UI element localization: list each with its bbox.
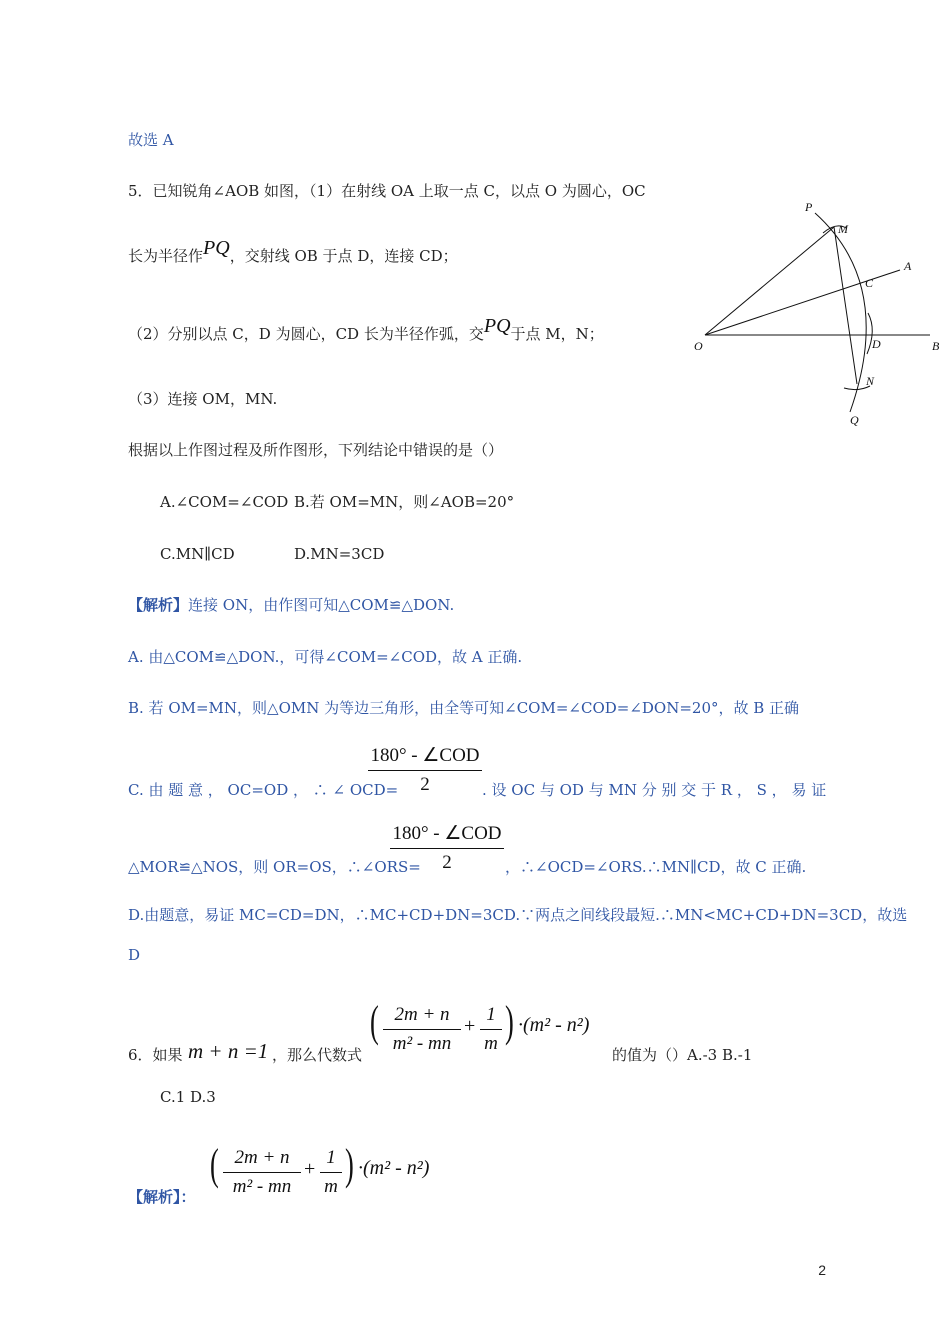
fraction-ocd [368,744,482,797]
sol6-frac2-num: 1 [326,1147,336,1168]
previous-answer: 故选 A [128,131,174,149]
sol6-frac2-bar [320,1172,342,1173]
arc-pq-2: PQ [483,315,511,337]
sol5-c1-start: C. 由 题 意 ， OC=OD ， ∴ ∠ OCD= [128,781,399,799]
q6-frac1-num: 2m + n [394,1004,450,1025]
q5-option-b: B.若 OM=MN，则∠AOB=20° [294,493,515,511]
paren-left: ( [370,997,379,1046]
sol5-c1-end: . 设 OC 与 OD 与 MN 分 别 交 于 R ， S ， 易 证 [482,781,827,799]
sol6-frac2-den: m [324,1176,338,1197]
q5-line2-start: 长为半径作 [128,247,204,265]
label-q: Q [850,413,859,427]
label-o: O [694,339,703,353]
q5-stem: 根据以上作图过程及所作图形，下列结论中错误的是（） [128,441,504,459]
fraction-denominator: 2 [420,774,430,795]
q5-option-d: D.MN=3CD [294,545,385,563]
q6-options-cd: C.1 D.3 [160,1088,216,1106]
sol5-intro-text: 连接 ON，由作图可知△COM≌△DON. [188,596,455,614]
sol6-fraction-2 [320,1146,342,1199]
fraction-denominator-2: 2 [442,852,452,873]
q5-option-c: C.MN∥CD [160,545,235,563]
label-b: B [932,339,940,353]
fraction-ors [390,822,504,875]
sol5-a: A. 由△COM≌△DON.，可得∠COM=∠COD，故 A 正确. [128,648,523,666]
q6-suffix: 的值为（）A.-3 B.-1 [612,1046,753,1064]
label-d: D [872,337,881,351]
geometry-figure [690,195,950,435]
sol5-d-line2: D [128,946,141,964]
q5-line3-end: 于点 M，N； [510,325,604,343]
sol6-frac1-num: 2m + n [234,1147,290,1168]
q6-mid: ，那么代数式 [272,1046,363,1064]
page-number: 2 [818,1262,826,1278]
q6-prefix: 6．如果 [128,1046,183,1064]
q6-condition: m + n =1 [188,1039,269,1063]
sol6-tail: ·(m² - n²) [358,1157,430,1179]
sol6-frac1-den: m² - mn [232,1176,292,1197]
sol5-b: B. 若 OM=MN，则△OMN 为等边三角形，由全等可知∠COM=∠COD=∠DON=20°，故 B 正确 [128,699,800,717]
label-p: P [805,200,813,214]
fraction-bar-2 [390,848,504,849]
q6-fraction-2 [480,1003,502,1056]
q6-frac2-bar [480,1029,502,1030]
sol5-intro [128,595,454,615]
q5-line2 [128,237,458,266]
sol6-paren-left: ( [210,1140,219,1189]
sol5-c2-end: ，∴∠OCD=∠ORS.∴MN∥CD，故 C 正确. [505,858,807,876]
paren-right: ) [505,997,514,1046]
sol6-frac1-bar [223,1172,301,1173]
sol6-colon: ： [180,1188,196,1206]
q6-frac1-den: m² - mn [392,1033,452,1054]
sol6-paren-right: ) [345,1140,354,1189]
arc-pq-curve [815,213,866,412]
segment-mn [834,227,857,384]
sol6-tag [128,1187,196,1207]
arc-pq: PQ [203,237,230,259]
label-a: A [904,259,912,273]
label-n: N [866,374,875,388]
q6-frac2-num: 1 [486,1004,496,1025]
sol6-tag-text: 【解析】 [128,1188,181,1206]
q5-line2-end: ，交射线 OB 于点 D，连接 CD； [229,247,458,265]
fraction-numerator: 180° - ∠COD [370,745,480,766]
q5-line3 [128,315,604,344]
q6-fraction-1 [383,1003,461,1056]
q5-line3-start: （2）分别以点 C，D 为圆心，CD 长为半径作弧，交 [128,325,484,343]
sol6-fraction-1 [223,1146,301,1199]
sol5-tag: 【解析】 [128,596,189,614]
segment-om [705,227,834,335]
sol5-d-line1: D.由题意，易证 MC=CD=DN，∴MC+CD+DN=3CD.∵两点之间线段最短.∴MN<MC+CD+DN=3CD，故选 [128,906,908,924]
sol5-c2-start: △MOR≌△NOS，则 OR=OS，∴∠ORS= [128,858,421,876]
q6-tail: ·(m² - n²) [518,1014,590,1036]
fraction-bar [368,770,482,771]
label-c: C [865,276,874,290]
sol6-plus: + [304,1158,316,1180]
fraction-numerator-2: 180° - ∠COD [392,823,502,844]
q6-plus: + [464,1015,476,1037]
label-m: M [838,222,848,236]
q6-frac2-den: m [484,1033,498,1054]
q5-line1: 5．已知锐角∠AOB 如图，（1）在射线 OA 上取一点 C，以点 O 为圆心，OC [128,182,646,200]
q5-line4: （3）连接 OM，MN. [128,390,278,408]
q5-option-a: A.∠COM=∠COD [160,493,289,511]
q6-frac1-bar [383,1029,461,1030]
